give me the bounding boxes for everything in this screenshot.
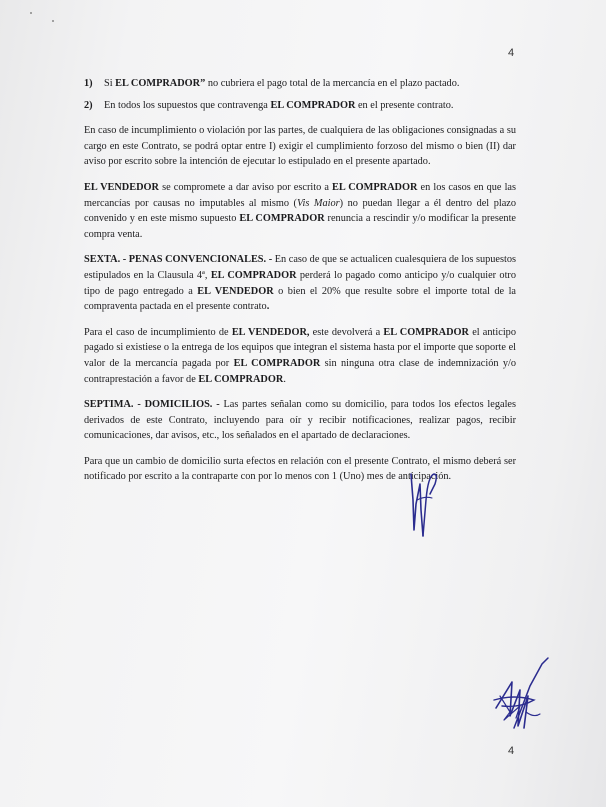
paragraph-devolucion (84, 325, 516, 387)
text-run: el anticipo pagado si existiese o la entrega de los equipos que integran el sistema hasta por el importe que soporte el valor de la mercancía pagada por (84, 326, 516, 369)
text-run: Para el caso de incumplimiento de (84, 326, 232, 338)
bold-run: EL COMPRADOR (198, 373, 284, 385)
bold-run: EL COMPRADOR” (115, 78, 206, 89)
bold-run: EL COMPRADOR (270, 99, 356, 111)
page-number-top: 4 (508, 47, 515, 59)
paragraph-sexta (84, 252, 516, 314)
text-run: renuncia a rescindir y/o modificar la presente compra venta. (84, 213, 517, 240)
clause-heading: SEXTA. - PENAS CONVENCIONALES. - (84, 254, 273, 266)
text-run: ) no puedan llegar a él dentro del plazo convenido y en este mismo supuesto (84, 197, 516, 225)
bold-run: . (266, 301, 270, 313)
list-item (84, 76, 516, 92)
speck (30, 12, 32, 14)
paragraph-incumplimiento: En caso de incumplimiento o violación por las partes, de cualquiera de las obligaciones consignadas a su cargo en este Contrato, se podrá optar entre I) exigir el cumplimiento forzoso del mismo o bien (II) dar aviso por escrito sobre la intención de ejecutar lo estipulado en el presente apartado. (84, 125, 516, 168)
text-run: se compromete a dar aviso por escrito a (159, 181, 332, 193)
paragraph-septima (84, 397, 516, 444)
speck (52, 20, 54, 22)
text-run: En todos los supuestos que contravenga (104, 99, 271, 111)
item-text (104, 98, 516, 114)
bold-run: EL COMPRADOR (233, 357, 321, 369)
text-run: en los casos en que las mercancías por causas no imputables al mismo ( (84, 181, 517, 209)
italic-run: Vis Maior (297, 197, 340, 209)
signature-initials (403, 470, 443, 540)
bold-run: EL COMPRADOR (383, 326, 469, 338)
bold-run: EL COMPRADOR (331, 181, 418, 193)
item-number: 1) (84, 78, 93, 89)
signature-scribble (490, 656, 554, 736)
text-run: perderá lo pagado como anticipo y/o cualquier otro tipo de pago entregado a (84, 269, 517, 297)
bold-run: EL VENDEDOR (84, 181, 159, 193)
bold-run: EL COMPRADOR (210, 269, 297, 281)
text-run: este devolverá a (309, 326, 384, 338)
text-run: sin ninguna otra clase de indemnización y/o contraprestación a favor de (84, 357, 517, 385)
bold-run: EL COMPRADOR (239, 213, 325, 225)
text-run: Las partes señalan como su domicilio, para todos los efectos legales derivados de este Contrato, incluyendo para oír y recibir notificaciones, realizar pagos, recibir comunicaciones, dar avisos, etc., los señalados en el apartado de declaraciones. (84, 399, 517, 442)
text-run: no cubriera el pago total de la mercancía en el plazo pactado. (205, 78, 460, 89)
text-run: Si (104, 78, 116, 89)
paragraph-cambio-domicilio: Para que un cambio de domicilio surta efectos en relación con el presente Contrato, el mismo deberá ser notificado por escrito a la contraparte con por lo menos con 1 (Uno) mes de anticipación. (84, 455, 516, 483)
item-text (104, 76, 516, 92)
item-number: 2) (84, 99, 93, 111)
text-run: . (283, 373, 286, 385)
contract-text (84, 76, 516, 495)
page-number-bottom: 4 (508, 745, 515, 757)
text-run: en el presente contrato. (355, 99, 454, 111)
text-run: En caso de que se actualicen cualesquiera de los supuestos estipulados en la Clausula 4ª, (84, 254, 516, 281)
bold-run: EL VENDEDOR, (231, 326, 310, 338)
bold-run: EL VENDEDOR (197, 285, 274, 297)
list-item (84, 98, 516, 114)
paragraph-vendedor (84, 180, 516, 242)
text-run: o bien el 20% que resulte sobre el importe total de la compraventa pactada en el presente contrato (84, 285, 516, 313)
clause-heading: SEPTIMA. - DOMICILIOS. - (84, 399, 220, 411)
